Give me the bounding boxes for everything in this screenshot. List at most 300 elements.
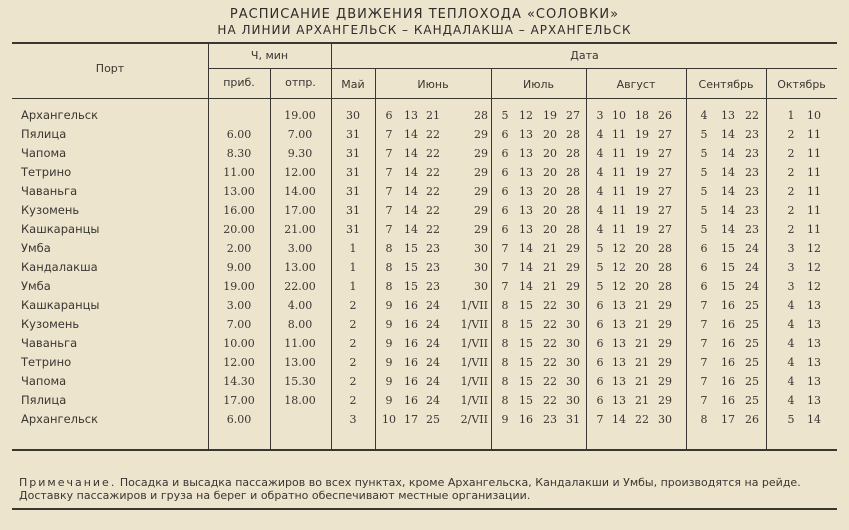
date-june: 14 (404, 204, 418, 217)
col-rule-may (375, 69, 376, 449)
departure-time: 13.00 (284, 261, 316, 274)
date-july: 30 (566, 337, 580, 350)
date-june: 25 (426, 413, 440, 426)
date-sep: 23 (745, 204, 759, 217)
date-aug: 12 (612, 261, 626, 274)
date-sep: 16 (721, 356, 735, 369)
departure-time: 3.00 (287, 242, 313, 255)
date-may: 31 (346, 223, 360, 236)
date-aug: 13 (612, 337, 626, 350)
date-aug: 29 (658, 375, 672, 388)
date-june: 17 (404, 413, 418, 426)
date-oct: 13 (807, 356, 821, 369)
date-june: 16 (404, 337, 418, 350)
date-aug: 11 (612, 185, 626, 198)
date-aug: 5 (596, 242, 604, 255)
date-july: 15 (519, 375, 533, 388)
date-july: 8 (501, 394, 509, 407)
date-sep: 15 (721, 261, 735, 274)
date-aug: 28 (658, 280, 672, 293)
arrival-time: 17.00 (223, 394, 255, 407)
date-aug: 13 (612, 318, 626, 331)
date-aug: 4 (596, 204, 604, 217)
date-sep: 14 (721, 128, 735, 141)
date-july: 7 (501, 280, 509, 293)
departure-time: 8.00 (287, 318, 313, 331)
date-july: 8 (501, 299, 509, 312)
date-june: 29 (474, 185, 488, 198)
date-aug: 4 (596, 147, 604, 160)
date-june: 29 (474, 166, 488, 179)
date-oct: 3 (787, 280, 795, 293)
date-oct: 4 (787, 318, 795, 331)
date-july: 13 (519, 185, 533, 198)
arrival-time: 10.00 (223, 337, 255, 350)
date-oct: 11 (807, 128, 821, 141)
date-june: 7 (385, 166, 393, 179)
date-june: 1/VII (460, 299, 488, 312)
date-aug: 27 (658, 223, 672, 236)
date-aug: 20 (635, 261, 649, 274)
header-month-june: Июнь (417, 78, 449, 91)
date-aug: 12 (612, 280, 626, 293)
date-july: 29 (566, 261, 580, 274)
title-line-2: НА ЛИНИИ АРХАНГЕЛЬСК – КАНДАЛАКША – АРХАНГЕЛЬСК (217, 23, 632, 37)
date-sep: 23 (745, 223, 759, 236)
date-july: 13 (519, 204, 533, 217)
date-july: 28 (566, 185, 580, 198)
date-aug: 11 (612, 204, 626, 217)
date-july: 30 (566, 356, 580, 369)
date-sep: 16 (721, 318, 735, 331)
date-july: 8 (501, 318, 509, 331)
col-rule-july (586, 69, 587, 449)
date-oct: 13 (807, 318, 821, 331)
port-name: Кандалакша (21, 260, 98, 274)
date-aug: 27 (658, 147, 672, 160)
arrival-time: 19.00 (223, 280, 255, 293)
date-june: 24 (426, 356, 440, 369)
port-name: Кузомень (21, 317, 80, 331)
date-sep: 24 (745, 280, 759, 293)
date-aug: 13 (612, 394, 626, 407)
date-july: 15 (519, 318, 533, 331)
date-july: 6 (501, 185, 509, 198)
date-sep: 17 (721, 413, 735, 426)
date-sep: 24 (745, 261, 759, 274)
date-june: 14 (404, 223, 418, 236)
departure-time: 15.30 (284, 375, 316, 388)
date-sep: 24 (745, 242, 759, 255)
port-name: Умба (21, 241, 51, 255)
date-oct: 3 (787, 242, 795, 255)
arrival-time: 9.00 (226, 261, 252, 274)
date-sep: 5 (700, 223, 708, 236)
date-may: 31 (346, 185, 360, 198)
date-aug: 13 (612, 356, 626, 369)
date-july: 15 (519, 299, 533, 312)
date-july: 13 (519, 128, 533, 141)
date-aug: 29 (658, 356, 672, 369)
table-top-rule (12, 42, 837, 44)
date-july: 6 (501, 147, 509, 160)
date-oct: 13 (807, 299, 821, 312)
date-aug: 4 (596, 223, 604, 236)
date-sep: 25 (745, 299, 759, 312)
arrival-time: 14.30 (223, 375, 255, 388)
date-sep: 14 (721, 185, 735, 198)
date-aug: 21 (635, 318, 649, 331)
date-aug: 6 (596, 337, 604, 350)
date-sep: 16 (721, 337, 735, 350)
date-july: 14 (519, 242, 533, 255)
date-july: 21 (543, 242, 557, 255)
date-july: 6 (501, 204, 509, 217)
date-sep: 22 (745, 109, 759, 122)
date-june: 9 (385, 375, 393, 388)
date-oct: 13 (807, 394, 821, 407)
date-aug: 28 (658, 261, 672, 274)
date-june: 30 (474, 280, 488, 293)
date-july: 22 (543, 356, 557, 369)
date-july: 15 (519, 394, 533, 407)
date-sep: 14 (721, 223, 735, 236)
date-aug: 6 (596, 394, 604, 407)
date-june: 9 (385, 337, 393, 350)
footnote-text: Посадка и высадка пассажиров во всех пунктах, кроме Архангельска, Кандалакши и Умбы, производятся на рейде. Доставку пассажиров и груза на берег и обратно обеспечивают местные организации. (19, 476, 801, 502)
date-june: 23 (426, 261, 440, 274)
departure-time: 13.00 (284, 356, 316, 369)
date-may: 3 (349, 413, 357, 426)
date-july: 16 (519, 413, 533, 426)
date-sep: 23 (745, 128, 759, 141)
title-line-1: РАСПИСАНИЕ ДВИЖЕНИЯ ТЕПЛОХОДА «СОЛОВКИ» (229, 7, 620, 22)
arrival-time: 11.00 (223, 166, 255, 179)
date-oct: 4 (787, 337, 795, 350)
date-aug: 4 (596, 128, 604, 141)
date-july: 30 (566, 375, 580, 388)
date-june: 16 (404, 299, 418, 312)
arrival-time: 16.00 (223, 204, 255, 217)
date-sep: 14 (721, 204, 735, 217)
date-oct: 13 (807, 337, 821, 350)
arrival-time: 2.00 (226, 242, 252, 255)
date-june: 22 (426, 147, 440, 160)
date-sep: 5 (700, 185, 708, 198)
date-june: 22 (426, 204, 440, 217)
date-may: 1 (349, 261, 357, 274)
date-aug: 6 (596, 318, 604, 331)
date-may: 2 (349, 318, 357, 331)
port-name: Пялица (21, 393, 67, 407)
date-june: 7 (385, 204, 393, 217)
date-july: 29 (566, 242, 580, 255)
date-june: 22 (426, 166, 440, 179)
date-june: 14 (404, 147, 418, 160)
date-june: 14 (404, 166, 418, 179)
departure-time: 11.00 (284, 337, 316, 350)
date-june: 22 (426, 223, 440, 236)
date-aug: 27 (658, 204, 672, 217)
date-sep: 25 (745, 356, 759, 369)
date-aug: 4 (596, 166, 604, 179)
date-june: 13 (404, 109, 418, 122)
footnote (19, 476, 834, 502)
date-aug: 21 (635, 375, 649, 388)
date-sep: 8 (700, 413, 708, 426)
date-july: 6 (501, 223, 509, 236)
date-oct: 4 (787, 356, 795, 369)
date-oct: 2 (787, 204, 795, 217)
date-july: 22 (543, 375, 557, 388)
date-aug: 27 (658, 128, 672, 141)
port-name: Чапома (21, 146, 67, 160)
date-june: 15 (404, 242, 418, 255)
date-july: 13 (519, 166, 533, 179)
date-july: 20 (543, 185, 557, 198)
date-sep: 7 (700, 394, 708, 407)
date-june: 14 (404, 185, 418, 198)
date-aug: 18 (635, 109, 649, 122)
date-july: 20 (543, 223, 557, 236)
date-june: 2/VII (460, 413, 488, 426)
header-date: Дата (570, 49, 599, 62)
arrival-time: 12.00 (223, 356, 255, 369)
date-aug: 11 (612, 147, 626, 160)
date-july: 28 (566, 166, 580, 179)
date-june: 22 (426, 185, 440, 198)
date-oct: 11 (807, 185, 821, 198)
date-sep: 6 (700, 242, 708, 255)
port-name: Чапома (21, 374, 67, 388)
date-june: 30 (474, 261, 488, 274)
date-june: 8 (385, 261, 393, 274)
date-june: 15 (404, 261, 418, 274)
date-sep: 14 (721, 147, 735, 160)
port-name: Пялица (21, 127, 67, 141)
port-name: Тетрино (21, 355, 72, 369)
date-sep: 7 (700, 337, 708, 350)
date-sep: 7 (700, 318, 708, 331)
date-aug: 29 (658, 318, 672, 331)
date-aug: 13 (612, 375, 626, 388)
port-name: Кашкаранцы (21, 222, 100, 236)
date-july: 7 (501, 261, 509, 274)
arrival-time: 13.00 (223, 185, 255, 198)
date-june: 24 (426, 318, 440, 331)
port-name: Кузомень (21, 203, 80, 217)
date-june: 8 (385, 242, 393, 255)
date-sep: 5 (700, 166, 708, 179)
date-sep: 25 (745, 375, 759, 388)
departure-time: 22.00 (284, 280, 316, 293)
date-july: 31 (566, 413, 580, 426)
date-july: 13 (519, 147, 533, 160)
date-oct: 1 (787, 109, 795, 122)
date-aug: 29 (658, 299, 672, 312)
date-june: 23 (426, 280, 440, 293)
date-july: 15 (519, 356, 533, 369)
date-may: 31 (346, 204, 360, 217)
date-oct: 2 (787, 128, 795, 141)
departure-time: 4.00 (287, 299, 313, 312)
arrival-time: 3.00 (226, 299, 252, 312)
date-july: 22 (543, 318, 557, 331)
table-bottom-rule (12, 449, 837, 451)
date-aug: 27 (658, 166, 672, 179)
date-june: 9 (385, 394, 393, 407)
date-july: 20 (543, 166, 557, 179)
date-sep: 25 (745, 318, 759, 331)
date-oct: 11 (807, 166, 821, 179)
date-july: 28 (566, 128, 580, 141)
date-july: 5 (501, 109, 509, 122)
date-july: 21 (543, 261, 557, 274)
date-july: 8 (501, 375, 509, 388)
date-sep: 26 (745, 413, 759, 426)
date-june: 9 (385, 356, 393, 369)
departure-time: 9.30 (287, 147, 313, 160)
date-sep: 25 (745, 337, 759, 350)
date-july: 15 (519, 337, 533, 350)
date-aug: 29 (658, 394, 672, 407)
header-time: Ч, мин (250, 49, 289, 62)
departure-time: 19.00 (284, 109, 316, 122)
date-july: 8 (501, 356, 509, 369)
date-sep: 4 (700, 109, 708, 122)
date-july: 30 (566, 394, 580, 407)
date-july: 29 (566, 280, 580, 293)
date-sep: 23 (745, 166, 759, 179)
date-oct: 12 (807, 280, 821, 293)
date-oct: 11 (807, 147, 821, 160)
col-rule-june (491, 69, 492, 449)
date-june: 24 (426, 394, 440, 407)
date-july: 22 (543, 299, 557, 312)
date-oct: 10 (807, 109, 821, 122)
date-aug: 28 (658, 242, 672, 255)
date-june: 30 (474, 242, 488, 255)
date-sep: 7 (700, 299, 708, 312)
date-june: 22 (426, 128, 440, 141)
date-july: 22 (543, 337, 557, 350)
date-aug: 21 (635, 394, 649, 407)
date-aug: 12 (612, 242, 626, 255)
date-aug: 4 (596, 185, 604, 198)
header-month-october: Октябрь (777, 78, 826, 91)
date-aug: 20 (635, 280, 649, 293)
port-name: Умба (21, 279, 51, 293)
date-oct: 2 (787, 223, 795, 236)
date-aug: 19 (635, 147, 649, 160)
col-rule-arr (270, 69, 271, 449)
date-june: 28 (474, 109, 488, 122)
date-aug: 21 (635, 337, 649, 350)
date-aug: 5 (596, 261, 604, 274)
header-sub-rule-date (332, 68, 837, 69)
departure-time: 14.00 (284, 185, 316, 198)
date-july: 8 (501, 337, 509, 350)
date-oct: 2 (787, 166, 795, 179)
date-may: 30 (346, 109, 360, 122)
date-july: 20 (543, 147, 557, 160)
date-aug: 19 (635, 204, 649, 217)
port-name: Чаваньга (21, 336, 78, 350)
date-aug: 3 (596, 109, 604, 122)
date-sep: 23 (745, 185, 759, 198)
date-july: 7 (501, 242, 509, 255)
date-sep: 16 (721, 394, 735, 407)
date-july: 6 (501, 128, 509, 141)
port-name: Тетрино (21, 165, 72, 179)
date-aug: 6 (596, 356, 604, 369)
header-month-august: Август (616, 78, 656, 91)
header-month-september: Сентябрь (698, 78, 754, 91)
date-aug: 6 (596, 375, 604, 388)
date-june: 1/VII (460, 375, 488, 388)
date-oct: 11 (807, 204, 821, 217)
departure-time: 12.00 (284, 166, 316, 179)
date-oct: 4 (787, 394, 795, 407)
date-aug: 27 (658, 185, 672, 198)
date-june: 16 (404, 375, 418, 388)
header-month-may: Май (341, 78, 365, 91)
col-rule-sep (766, 69, 767, 449)
col-rule-time (331, 43, 332, 449)
date-aug: 30 (658, 413, 672, 426)
date-june: 15 (404, 280, 418, 293)
date-sep: 13 (721, 109, 735, 122)
date-july: 20 (543, 128, 557, 141)
port-name: Чаваньга (21, 184, 78, 198)
date-july: 20 (543, 204, 557, 217)
departure-time: 18.00 (284, 394, 316, 407)
port-name: Архангельск (21, 108, 99, 122)
date-oct: 12 (807, 242, 821, 255)
date-may: 2 (349, 394, 357, 407)
date-aug: 6 (596, 299, 604, 312)
date-july: 27 (566, 109, 580, 122)
date-oct: 4 (787, 299, 795, 312)
date-june: 7 (385, 147, 393, 160)
date-may: 31 (346, 128, 360, 141)
date-sep: 5 (700, 128, 708, 141)
date-aug: 22 (635, 413, 649, 426)
date-oct: 5 (787, 413, 795, 426)
date-aug: 11 (612, 223, 626, 236)
date-july: 14 (519, 280, 533, 293)
col-rule-aug (686, 69, 687, 449)
date-aug: 19 (635, 223, 649, 236)
date-aug: 13 (612, 299, 626, 312)
date-june: 24 (426, 299, 440, 312)
date-sep: 14 (721, 166, 735, 179)
date-sep: 6 (700, 261, 708, 274)
date-oct: 14 (807, 413, 821, 426)
date-july: 28 (566, 147, 580, 160)
date-june: 1/VII (460, 394, 488, 407)
arrival-time: 6.00 (226, 413, 252, 426)
date-aug: 5 (596, 280, 604, 293)
date-sep: 25 (745, 394, 759, 407)
date-may: 31 (346, 166, 360, 179)
date-sep: 15 (721, 242, 735, 255)
date-aug: 26 (658, 109, 672, 122)
date-may: 2 (349, 375, 357, 388)
date-june: 1/VII (460, 356, 488, 369)
date-aug: 14 (612, 413, 626, 426)
date-sep: 5 (700, 204, 708, 217)
